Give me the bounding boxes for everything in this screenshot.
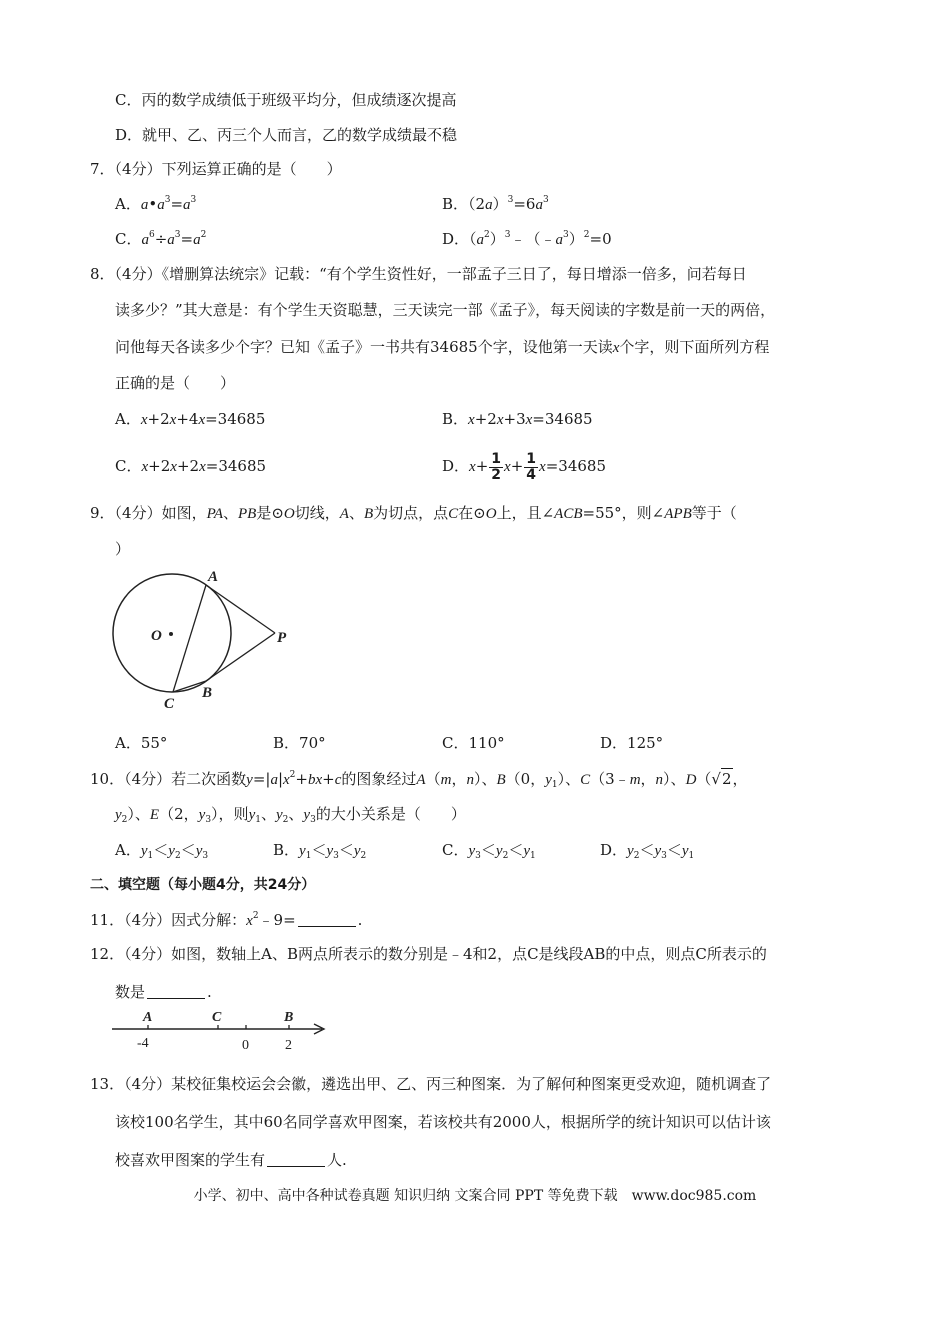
q7-option-b: B．$(2a)^3=6a^3$ — [442, 195, 549, 213]
q13-line-1: 13．（4分）某校征集校运会会徽，遴选出甲、乙、丙三种图案．为了解何种图案更受欢迎，随机调查了 — [90, 1075, 772, 1093]
label-c: C — [164, 696, 175, 712]
q8-option-c: C．x+2x+2x=34685 — [115, 457, 267, 475]
axis-value-zero: 0 — [242, 1038, 249, 1053]
q11-answer-blank[interactable] — [298, 912, 356, 927]
q8-line-2: 读多少？”其大意是：有个学生天资聪慧，三天读完一部《孟子》，每天阅读的字数是前一天的两倍， — [115, 301, 776, 319]
q7-option-d: D．$(a^2)^3﹣(﹣a^3)^2=0$ — [442, 230, 612, 248]
q13-line-3: 校喜欢甲图案的学生有 人. — [115, 1151, 347, 1169]
q9-option-d: D．125° — [600, 734, 664, 752]
q10-line-2: $y_2$）、E（2，$y_3$），则$y_1$、$y_2$、$y_3$的大小关系是（ ） — [115, 805, 466, 825]
q10-line-1: 10．（4分）若二次函数$y=|a|x^2+bx+c$的图象经过A（m，n）、B（0，$y_1$）、C（3﹣m，n）、D（√2， — [90, 770, 748, 790]
q10-option-d: D．$y_2<y_3<y_1$ — [600, 841, 695, 861]
center-dot — [169, 632, 173, 636]
label-b: B — [202, 685, 213, 701]
axis-value-two: 2 — [285, 1038, 292, 1053]
section-2-heading: 二、填空题（每小题4分，共24分） — [90, 877, 316, 893]
q12-line-1: 12．（4分）如图，数轴上A、B两点所表示的数分别是﹣4和2，点C是线段AB的中点，则点C所表示的 — [90, 945, 767, 963]
q6-option-c: C．丙的数学成绩低于班级平均分，但成绩逐次提高 — [115, 91, 457, 109]
q8-line-1: 8．（4分）《增删算法统宗》记载：“有个学生资性好，一部孟子三日了，每日增添一倍多，问若每日 — [90, 265, 747, 283]
q10-option-c: C．$y_3<y_2<y_1$ — [442, 841, 536, 861]
tangent-pa — [206, 585, 275, 633]
q10-option-b: B．$y_1<y_3<y_2$ — [273, 841, 367, 861]
q9-option-b: B．70° — [273, 734, 326, 752]
q8-option-d: D．x+ $\frac{1}{2}$ x+ $\frac{1}{4}$ x=34685 — [442, 450, 606, 483]
q9-line-1: 9．（4分）如图，PA、PB是⊙O切线，A、B为切点，点C在⊙O上，且∠ACB=55°，则∠APB等于（ — [90, 504, 737, 522]
q7-option-a: A．$a•a^3=a^3$ — [115, 195, 197, 213]
axis-label-a: A — [143, 1010, 153, 1025]
q8-line-3: 问他每天各读多少个字？已知《孟子》一书共有34685个字，设他第一天读x个字，则下面所列方程 — [115, 338, 770, 356]
q11-line: 11．（4分）因式分解：$x^2﹣9=$ . — [90, 911, 363, 929]
q13-line-2: 该校100名学生，其中60名同学喜欢甲图案，若该校共有2000人，根据所学的统计知识可以估计该 — [115, 1113, 771, 1131]
q6-option-d: D．就甲、乙、丙三个人而言，乙的数学成绩最不稳 — [115, 126, 458, 144]
q7-stem: 7．（4分）下列运算正确的是（ ） — [90, 160, 342, 178]
label-o: O — [151, 628, 162, 644]
q13-answer-blank[interactable] — [267, 1152, 325, 1167]
q9-option-a: A．55° — [115, 734, 168, 752]
q8-option-a: A．x+2x+4x=34685 — [115, 410, 266, 428]
axis-label-c: C — [212, 1010, 222, 1025]
q7-option-c: C．$a^6\div a^3=a^2$ — [115, 230, 207, 248]
q9-option-c: C．110° — [442, 734, 505, 752]
q8-line-4: 正确的是（ ） — [115, 374, 236, 392]
chord-ac — [173, 585, 206, 692]
q10-option-a: A．$y_1<y_2<y_3$ — [115, 841, 209, 861]
axis-value-minus4: -4 — [137, 1036, 149, 1051]
q9-circle-tangent-figure — [105, 565, 305, 720]
q12-number-line — [110, 1005, 340, 1053]
label-a: A — [208, 569, 219, 585]
axis-label-b: B — [284, 1010, 294, 1025]
label-p: P — [277, 630, 287, 646]
tangent-pb — [206, 633, 275, 681]
q9-line-2: ） — [115, 540, 131, 558]
q12-line-2: 数是 . — [115, 983, 212, 1001]
q8-option-b: B．x+2x+3x=34685 — [442, 410, 593, 428]
page-footer: 小学、初中、高中各种试卷真题 知识归纳 文案合同 PPT 等免费下载 www.doc985.com — [193, 1188, 757, 1204]
q12-answer-blank[interactable] — [147, 984, 205, 999]
